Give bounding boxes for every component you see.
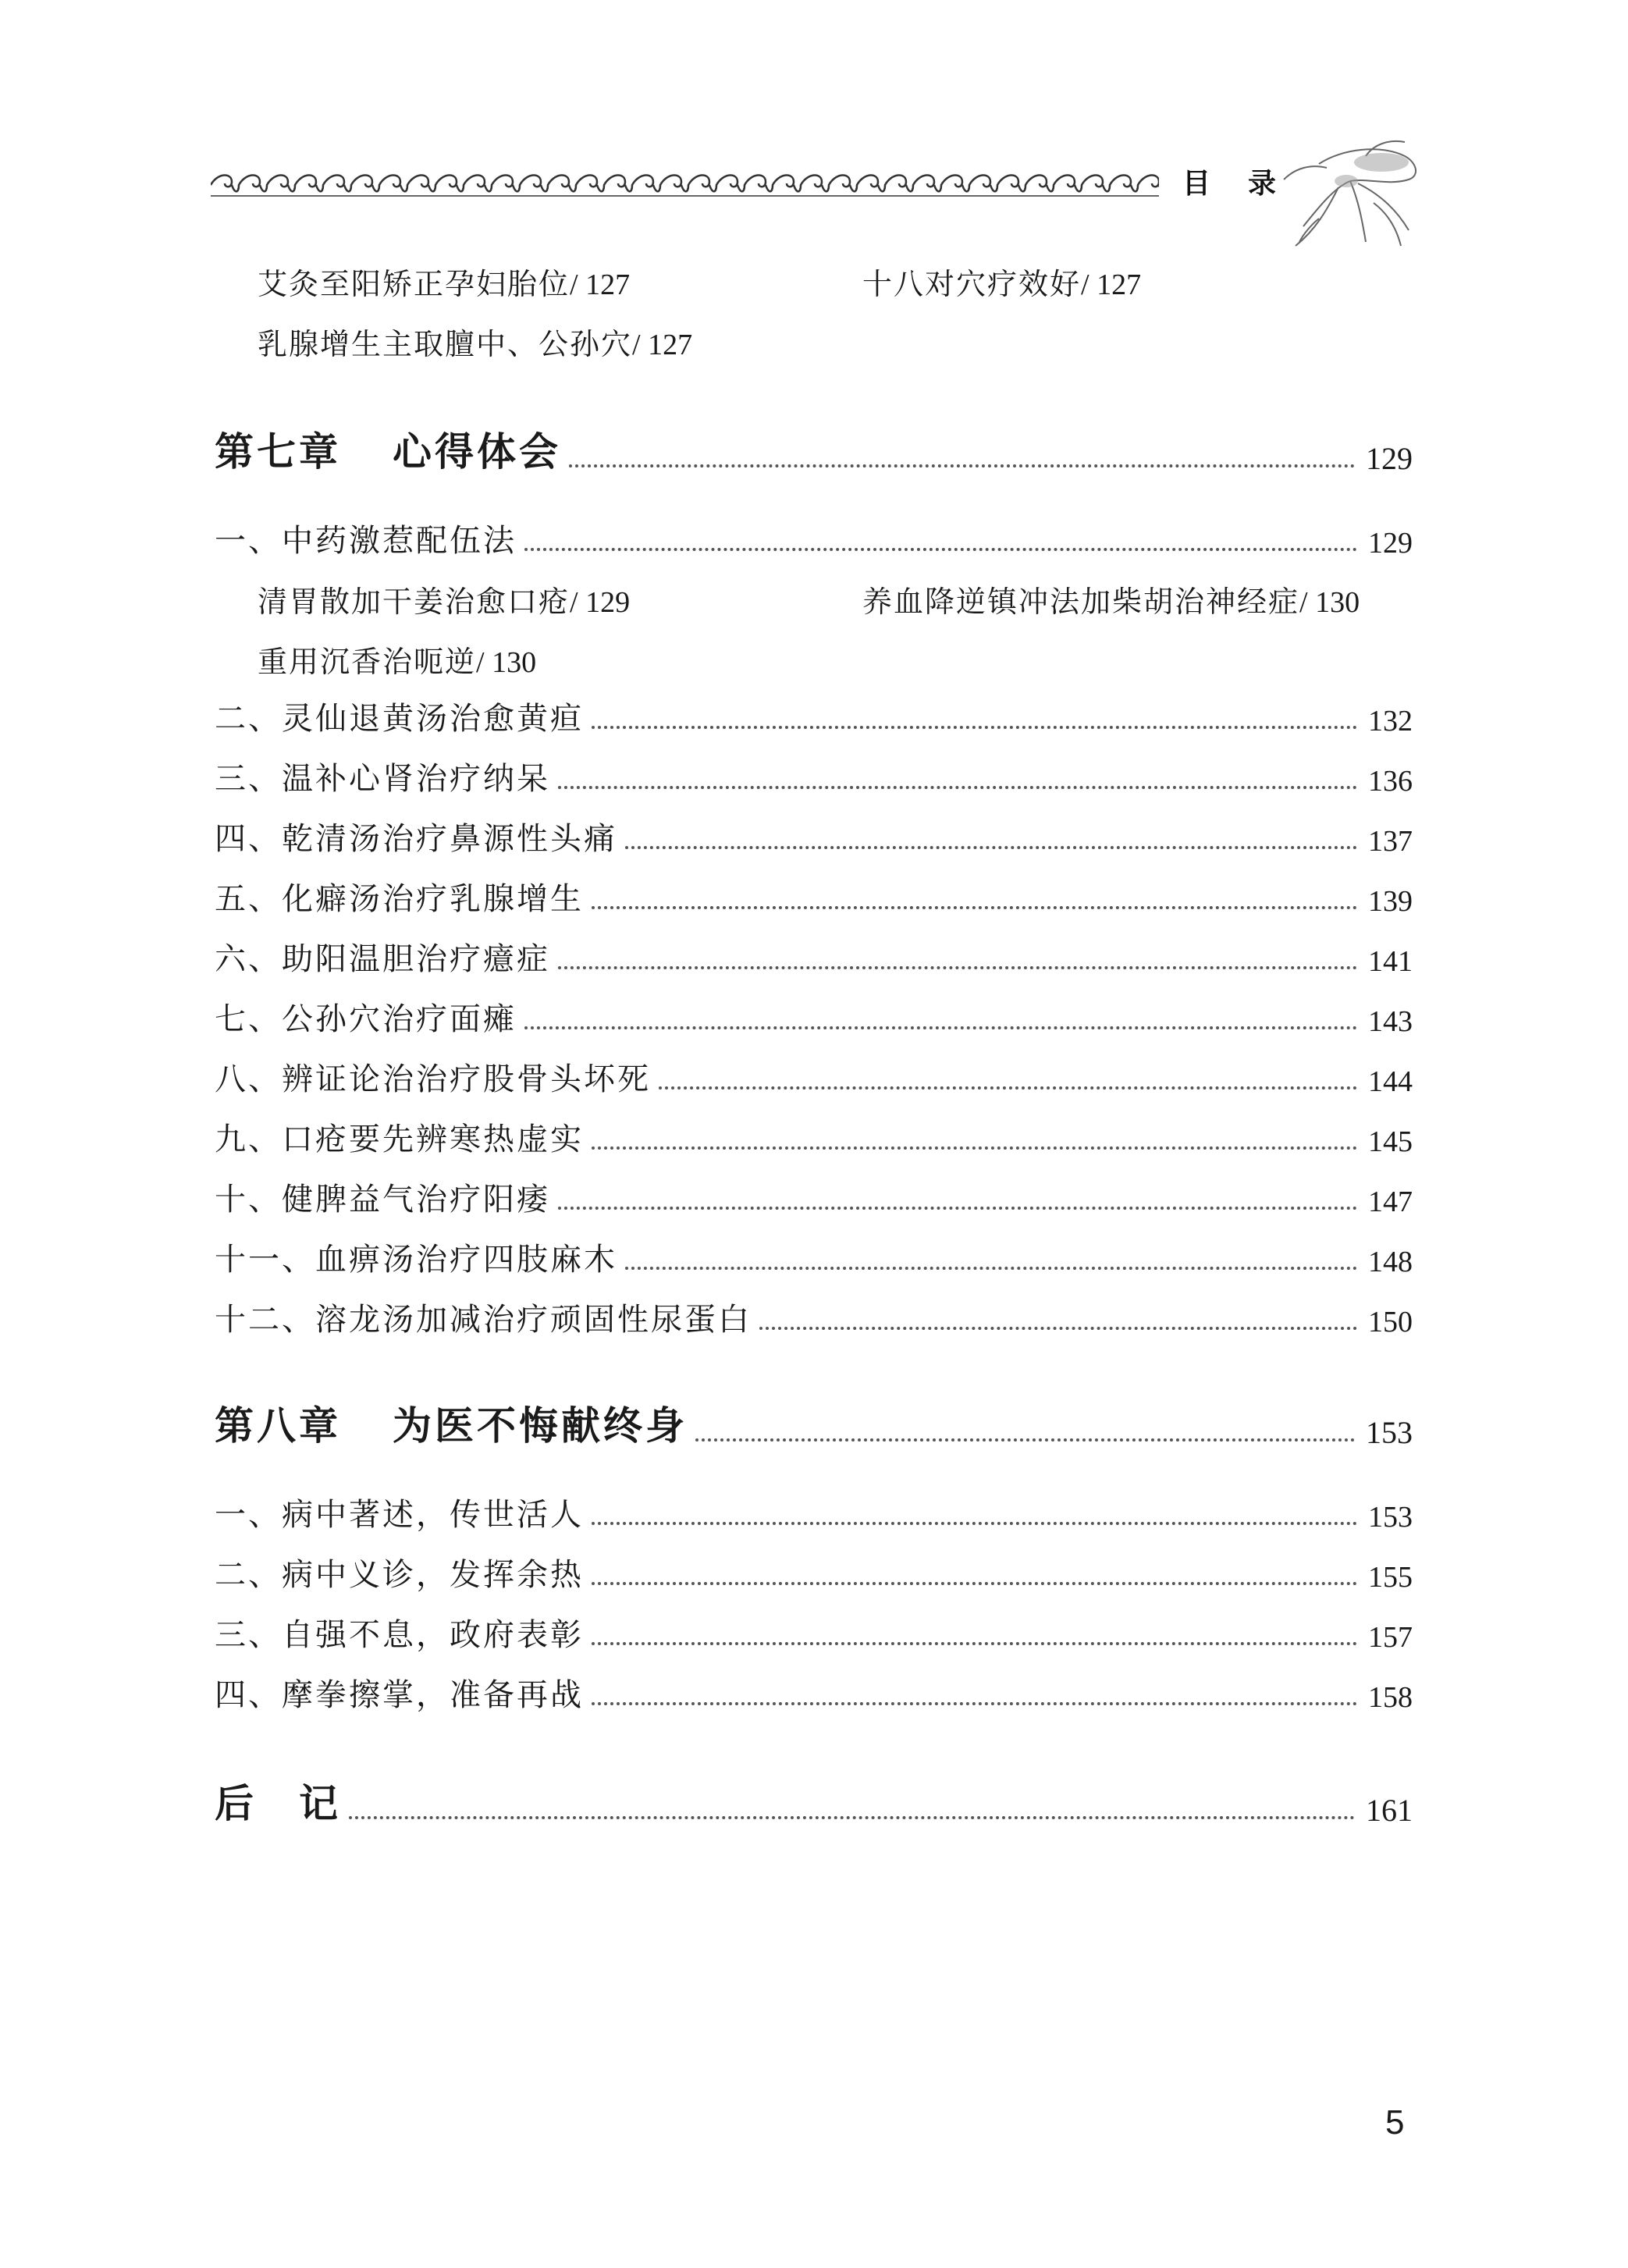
section-title: 四、乾清汤治疗鼻源性头痛 (215, 821, 617, 857)
toc-subentry[interactable] (258, 260, 630, 303)
toc-subentry[interactable] (862, 260, 1141, 303)
dot-leader (592, 1582, 1357, 1585)
section-title: 九、口疮要先辨寒热虚实 (215, 1122, 584, 1157)
chapter-title: 第七章 心得体会 (215, 428, 561, 475)
dot-leader (592, 1702, 1357, 1705)
toc-chapter-8[interactable] (215, 1399, 1413, 1451)
section-page: 148 (1368, 1246, 1413, 1278)
subentry-page: / 127 (570, 268, 631, 301)
wave-pattern (211, 175, 1159, 191)
section-page: 145 (1368, 1125, 1413, 1158)
section-page: 155 (1368, 1561, 1413, 1594)
dot-leader (592, 726, 1357, 729)
toc-subentry[interactable] (862, 578, 1360, 620)
toc-section[interactable] (215, 1551, 1413, 1594)
dot-leader (625, 1267, 1357, 1270)
section-page: 158 (1368, 1681, 1413, 1714)
section-title: 十、健脾益气治疗阳痿 (215, 1182, 550, 1218)
toc-section[interactable] (215, 1611, 1413, 1655)
section-title: 十二、溶龙汤加减治疗顽固性尿蛋白 (215, 1302, 752, 1338)
toc-subentry[interactable] (258, 638, 536, 681)
toc-subentry[interactable] (258, 320, 692, 363)
dot-leader (524, 1026, 1357, 1029)
dot-leader (659, 1086, 1357, 1090)
toc-section[interactable] (215, 1491, 1413, 1534)
section-title: 十一、血痹汤治疗四肢麻木 (215, 1242, 617, 1278)
section-title: 八、辨证论治治疗股骨头坏死 (215, 1061, 651, 1097)
section-page: 144 (1368, 1065, 1413, 1098)
subentry-title: 艾灸至阳矫正孕妇胎位 (258, 267, 571, 301)
afterword-title: 后 记 (215, 1780, 341, 1826)
toc-chapter-7[interactable] (215, 425, 1413, 477)
chapter-page: 153 (1366, 1415, 1413, 1450)
section-page: 136 (1368, 765, 1413, 798)
toc-section[interactable] (215, 1175, 1413, 1219)
dot-leader (558, 786, 1357, 789)
dot-leader (558, 1207, 1357, 1210)
dot-leader (695, 1438, 1355, 1441)
dot-leader (592, 1146, 1357, 1150)
toc-section[interactable] (215, 875, 1413, 919)
section-page: 150 (1368, 1306, 1413, 1338)
section-title: 四、摩拳擦掌，准备再战 (215, 1677, 584, 1713)
section-title: 五、化癖汤治疗乳腺增生 (215, 881, 584, 917)
toc-subentry[interactable] (258, 578, 630, 620)
section-title: 二、病中义诊，发挥余热 (215, 1557, 584, 1593)
toc-section[interactable] (215, 1671, 1413, 1715)
section-title: 六、助阳温胆治疗癔症 (215, 941, 550, 977)
section-title: 三、自强不息，政府表彰 (215, 1617, 584, 1653)
section-page: 132 (1368, 705, 1413, 738)
section-title: 三、温补心肾治疗纳呆 (215, 761, 550, 797)
dot-leader (349, 1816, 1355, 1819)
subentry-title: 清胃散加干姜治愈口疮 (258, 585, 571, 619)
subentry-page: / 129 (570, 586, 631, 619)
toc-section[interactable] (215, 695, 1413, 738)
subentry-title: 十八对穴疗效好 (862, 267, 1082, 301)
chapter-title: 第八章 为医不悔献终身 (215, 1402, 688, 1449)
dot-leader (524, 548, 1357, 551)
dot-leader (569, 464, 1355, 467)
subentry-page: / 130 (476, 646, 537, 679)
section-page: 137 (1368, 825, 1413, 858)
section-page: 157 (1368, 1621, 1413, 1654)
section-title: 七、公孙穴治疗面瘫 (215, 1001, 517, 1037)
header-title: 目录 (1182, 167, 1314, 200)
afterword-page: 161 (1366, 1793, 1413, 1828)
dot-leader (558, 966, 1357, 969)
section-page: 129 (1368, 527, 1413, 560)
toc-section[interactable] (215, 935, 1413, 979)
section-page: 153 (1368, 1501, 1413, 1534)
chapter-page: 129 (1366, 441, 1413, 476)
wave-ornament (211, 169, 1159, 201)
section-title: 一、病中著述，传世活人 (215, 1497, 584, 1533)
dot-leader (759, 1327, 1357, 1330)
running-header (211, 152, 1428, 230)
ginseng-root-icon (1272, 133, 1428, 250)
toc-section[interactable] (215, 1055, 1413, 1099)
section-title: 一、中药激惹配伍法 (215, 523, 517, 559)
dot-leader (592, 1642, 1357, 1645)
subentry-title: 重用沉香治呃逆 (258, 645, 477, 679)
toc-section[interactable] (215, 517, 1413, 560)
subentry-page: / 127 (1081, 268, 1142, 301)
dot-leader (592, 1522, 1357, 1525)
section-page: 139 (1368, 885, 1413, 918)
subentry-page: / 130 (1299, 586, 1360, 619)
section-page: 143 (1368, 1005, 1413, 1038)
page-number: 5 (1385, 2103, 1405, 2142)
subentry-title: 养血降逆镇冲法加柴胡治神经症 (862, 585, 1300, 619)
section-page: 147 (1368, 1186, 1413, 1218)
toc-section[interactable] (215, 995, 1413, 1039)
toc-section[interactable] (215, 755, 1413, 798)
toc-section[interactable] (215, 1235, 1413, 1279)
subentry-page: / 127 (632, 329, 693, 361)
toc-section[interactable] (215, 1296, 1413, 1339)
dot-leader (625, 846, 1357, 849)
toc-afterword[interactable] (215, 1777, 1413, 1829)
section-title: 二、灵仙退黄汤治愈黄疸 (215, 701, 584, 737)
toc-section[interactable] (215, 815, 1413, 858)
subentry-title: 乳腺增生主取膻中、公孙穴 (258, 327, 633, 361)
section-page: 141 (1368, 945, 1413, 978)
toc-section[interactable] (215, 1115, 1413, 1159)
dot-leader (592, 906, 1357, 909)
